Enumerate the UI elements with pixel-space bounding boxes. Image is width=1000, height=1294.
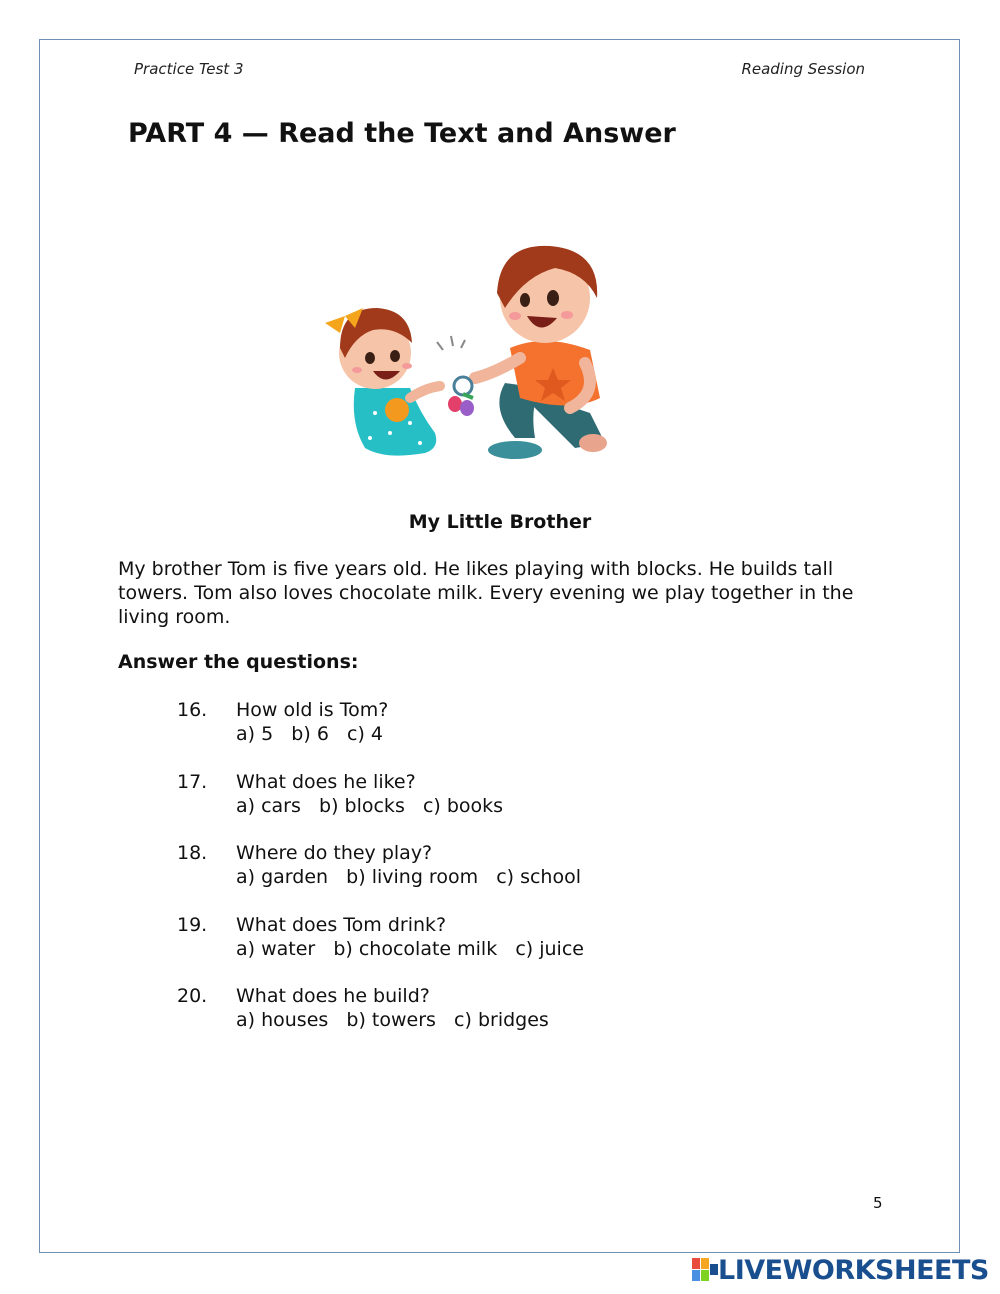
- question-options: a) garden b) living room c) school: [236, 866, 582, 888]
- question-number: 17.: [177, 771, 208, 793]
- story-title: My Little Brother: [408, 511, 592, 533]
- story-text: My brother Tom is five years old. He likes playing with blocks. He builds tall towers. Tom also loves chocolate milk. Every evening we play together in the living room.: [118, 558, 854, 628]
- question-options: a) houses b) towers c) bridges: [236, 1009, 549, 1031]
- question-text: How old is Tom?: [236, 699, 389, 721]
- question-number: 19.: [177, 914, 208, 936]
- page-frame: [39, 39, 960, 1253]
- header-right: Reading Session: [741, 60, 865, 78]
- baby-figure: [325, 308, 440, 456]
- question-text: What does he build?: [236, 985, 430, 1007]
- question-text: What does he like?: [236, 771, 416, 793]
- instruction: Answer the questions:: [118, 651, 359, 673]
- page-number: 5: [873, 1194, 883, 1212]
- question-text: What does Tom drink?: [236, 914, 447, 936]
- question-number: 20.: [177, 985, 208, 1007]
- older-boy-figure: [475, 246, 607, 459]
- liveworksheets-logo[interactable]: [692, 1255, 989, 1285]
- question-options: a) cars b) blocks c) books: [236, 795, 504, 817]
- blocks-logo-icon: [692, 1258, 718, 1282]
- brand-name: LIVEWORKSHEETS: [718, 1254, 989, 1286]
- question-options: a) water b) chocolate milk c) juice: [236, 938, 584, 960]
- part-title: PART 4 — Read the Text and Answer: [128, 118, 676, 149]
- question-number: 16.: [177, 699, 208, 721]
- question-options: a) 5 b) 6 c) 4: [236, 723, 384, 745]
- header-left: Practice Test 3: [134, 60, 244, 78]
- question-number: 18.: [177, 842, 208, 864]
- toy-rattle: [437, 336, 474, 416]
- question-text: Where do they play?: [236, 842, 433, 864]
- children-playing-illustration: [315, 238, 615, 470]
